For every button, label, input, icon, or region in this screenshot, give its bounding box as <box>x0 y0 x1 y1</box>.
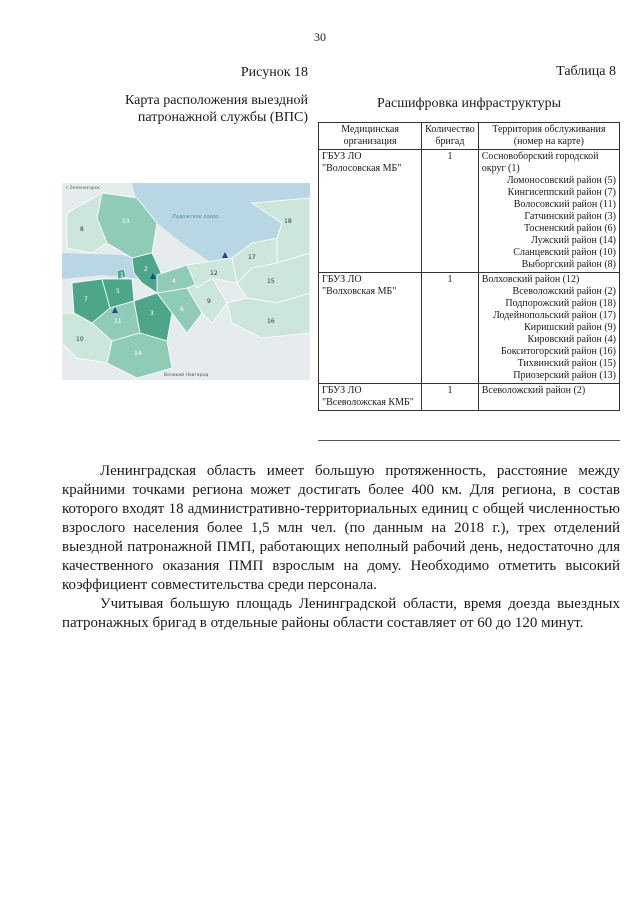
figure-label: Рисунок 18 <box>240 65 308 80</box>
table-label: Таблица 8 <box>556 64 616 79</box>
table-row <box>319 384 620 411</box>
map-svg <box>62 183 310 380</box>
territory-cell <box>478 273 619 384</box>
map-label-city-s: Великий Новгород <box>164 373 209 378</box>
territory-item: Тосненский район (6) <box>524 223 616 234</box>
territory-item: Приозерский район (13) <box>513 370 616 381</box>
map-num-17: 17 <box>248 254 256 261</box>
figure-caption <box>60 64 308 126</box>
territory-item: Волосовский район (11) <box>513 199 616 210</box>
count-cell: 1 <box>422 273 479 384</box>
map-label-city-nw: г.Зеленогорск <box>66 186 100 191</box>
table-title: Расшифровка инфраструктуры <box>376 96 562 111</box>
map-num-4: 4 <box>172 278 176 285</box>
org-cell <box>319 384 422 411</box>
map-num-9: 9 <box>207 298 211 305</box>
map-num-5: 5 <box>116 288 120 295</box>
territory-item: Всеволожский район (2) <box>512 286 616 297</box>
paragraph: Ленинградская область имеет большую протяженность, расстояние между крайними точками региона может достигать более 400 км. Для региона, в состав которого входят 18 административно-территориальных единиц с общей численностью взрослого населения более 1,5 млн чел. (по данным на 2018 г.), трех отделений выездной патронажной ПМП, работающих неполный рабочий день, недостаточно для качественного оказания ПМП взрослым на дому. Необходимо отметить высокий коэффициент совместительства среди персонала. <box>62 463 620 593</box>
header-count: Количество бригад <box>422 123 479 150</box>
map-label-lake: Ладожское озеро <box>172 214 219 220</box>
territory-item: Сосновоборский городской округ (1) <box>481 151 599 174</box>
org-cell <box>319 273 422 384</box>
territory-item: Кингисеппский район (7) <box>507 187 616 198</box>
territory-item: Всеволожский район (2) <box>481 385 586 396</box>
page-number: 30 <box>314 30 326 44</box>
infrastructure-table <box>318 122 620 411</box>
territory-item: Кировский район (4) <box>527 334 616 345</box>
territory-cell <box>478 150 619 273</box>
header-organization: Медицинская организация <box>319 123 422 150</box>
territory-item: Ломоносовский район (5) <box>506 175 616 186</box>
map-num-15: 15 <box>267 278 275 285</box>
figure-title: Карта расположения выездной патронажной службы (ВПС) <box>125 93 308 125</box>
table-header-row <box>319 123 620 150</box>
territory-item: Сланцевский район (10) <box>513 247 616 258</box>
map-num-6: 6 <box>180 306 184 313</box>
territory-item: Гатчинский район (3) <box>524 211 616 222</box>
territory-item: Выборгский район (8) <box>521 259 616 270</box>
territory-item: Лужский район (14) <box>531 235 616 246</box>
map-num-11: 11 <box>114 318 122 325</box>
count-cell: 1 <box>422 384 479 411</box>
territory-item: Тихвинский район (15) <box>517 358 616 369</box>
header-territory: Территория обслуживания (номер на карте) <box>478 123 619 150</box>
body-text <box>62 462 620 633</box>
territory-item: Бокситогорский район (16) <box>500 346 616 357</box>
org-type: ГБУЗ ЛО <box>322 274 362 285</box>
org-type: ГБУЗ ЛО <box>322 151 362 162</box>
map-num-18: 18 <box>284 218 292 225</box>
org-name: "Волосовская МБ" <box>322 163 402 174</box>
org-type: ГБУЗ ЛО <box>322 385 362 396</box>
count-cell: 1 <box>422 150 479 273</box>
paragraph: Учитывая большую площадь Ленинградской области, время доезда выездных патронажных бригад в отдельные районы области составляет от 60 до 120 минут. <box>62 596 620 631</box>
map-num-12: 12 <box>210 270 218 277</box>
map-num-8: 8 <box>80 226 84 233</box>
territory-item: Подпорожский район (18) <box>505 298 616 309</box>
map-num-16: 16 <box>267 318 275 325</box>
territory-item: Лодейнопольский район (17) <box>492 310 616 321</box>
map-num-13: 13 <box>122 218 130 225</box>
territory-item: Киришский район (9) <box>524 322 616 333</box>
map-num-10: 10 <box>76 336 84 343</box>
map-num-2: 2 <box>144 266 148 273</box>
map-num-14: 14 <box>134 350 142 357</box>
map-num-3: 3 <box>150 310 154 317</box>
map-num-1: 1 <box>120 272 124 279</box>
territory-cell <box>478 384 619 411</box>
region-map <box>62 183 310 380</box>
org-cell <box>319 150 422 273</box>
table-bottom-rule <box>318 440 620 441</box>
org-name: "Всеволожская КМБ" <box>322 397 414 408</box>
table-row <box>319 150 620 273</box>
table-row <box>319 273 620 384</box>
territory-item: Волховский район (12) <box>481 274 580 285</box>
map-num-7: 7 <box>84 296 88 303</box>
org-name: "Волховская МБ" <box>322 286 397 297</box>
